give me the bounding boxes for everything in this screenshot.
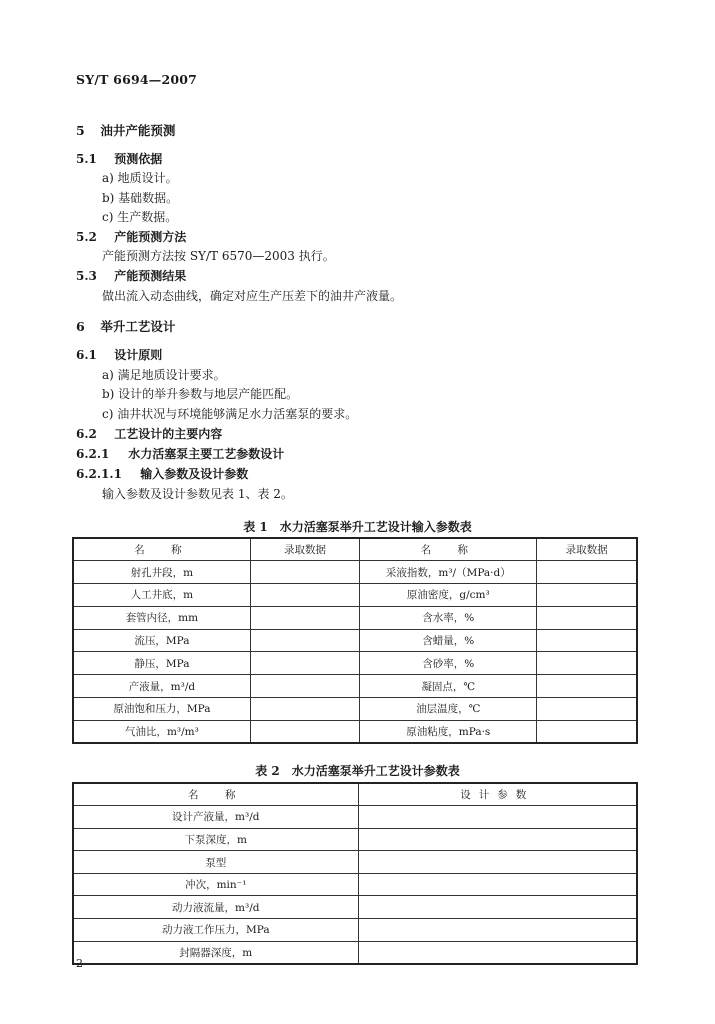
table-2 (72, 782, 638, 965)
section-title: 产能预测结果 (114, 269, 187, 283)
page-number: 2 (76, 957, 83, 970)
table-row (73, 606, 637, 629)
table-row (73, 828, 637, 851)
table-cell (358, 896, 637, 919)
table-row (73, 896, 637, 919)
table-cell (250, 652, 359, 675)
list-item: a) 地质设计。 (102, 171, 178, 185)
table-cell (537, 606, 637, 629)
table-cell (537, 720, 637, 743)
section-6-2-1-heading (76, 445, 284, 462)
section-title: 水力活塞泵主要工艺参数设计 (128, 447, 285, 461)
section-title: 产能预测方法 (114, 230, 187, 244)
table-cell: 射孔井段，m (73, 561, 250, 584)
table-1 (72, 537, 638, 744)
paragraph: 产能预测方法按 SY/T 6570—2003 执行。 (102, 249, 335, 263)
table-cell: 人工井底，m (73, 584, 250, 607)
table-cell: 原油密度，g/cm³ (360, 584, 537, 607)
section-6-2-heading (76, 425, 222, 442)
list-item: b) 基础数据。 (102, 191, 179, 205)
table-cell (537, 652, 637, 675)
table-cell: 含水率，% (360, 606, 537, 629)
section-6-2-1-1-heading (76, 465, 248, 482)
table-cell (358, 941, 637, 964)
table-cell (250, 606, 359, 629)
table-cell: 流压，MPa (73, 629, 250, 652)
table-cell (250, 629, 359, 652)
table-cell (537, 561, 637, 584)
section-number: 5.3 (76, 269, 97, 283)
table-cell: 套管内径，mm (73, 606, 250, 629)
section-title: 举升工艺设计 (100, 319, 176, 334)
section-number: 6.2.1.1 (76, 467, 122, 481)
table-cell (250, 720, 359, 743)
section-number: 5.2 (76, 230, 97, 244)
table-row (73, 675, 637, 698)
section-title: 工艺设计的主要内容 (114, 427, 223, 441)
table-cell (358, 919, 637, 942)
table-cell: 凝固点，℃ (360, 675, 537, 698)
table-1-caption: 表 1 水力活塞泵举升工艺设计输入参数表 (243, 520, 472, 534)
column-header: 设计参数 (358, 783, 637, 806)
table-cell: 采液指数，m³/（MPa·d） (360, 561, 537, 584)
column-header: 名 称 (73, 783, 358, 806)
section-title: 油井产能预测 (100, 123, 176, 138)
table-cell: 含蜡量，% (360, 629, 537, 652)
section-5-heading (76, 121, 175, 139)
table-cell: 气油比，m³/m³ (73, 720, 250, 743)
table-cell: 原油粘度，mPa·s (360, 720, 537, 743)
column-header: 名 称 (73, 538, 250, 561)
table-cell: 产液量，m³/d (73, 675, 250, 698)
table-cell (358, 851, 637, 874)
section-number: 6.2.1 (76, 447, 110, 461)
table-cell (537, 675, 637, 698)
table-cell: 动力液工作压力，MPa (73, 919, 358, 942)
table-cell (537, 629, 637, 652)
list-item: c) 生产数据。 (102, 210, 178, 224)
table-header-row (73, 538, 637, 561)
table-2-caption: 表 2 水力活塞泵举升工艺设计参数表 (255, 764, 460, 778)
table-cell: 油层温度，℃ (360, 698, 537, 721)
section-number: 5.1 (76, 152, 97, 166)
section-5-2-heading (76, 228, 186, 245)
table-cell (358, 873, 637, 896)
table-cell: 下泵深度，m (73, 828, 358, 851)
table-cell (537, 698, 637, 721)
section-title: 输入参数及设计参数 (140, 467, 249, 481)
table-cell: 动力液流量，m³/d (73, 896, 358, 919)
table-cell: 泵型 (73, 851, 358, 874)
table-row (73, 941, 637, 964)
list-item: a) 满足地质设计要求。 (102, 368, 226, 382)
table-row (73, 584, 637, 607)
table-row (73, 806, 637, 829)
table-row (73, 629, 637, 652)
table-cell (250, 561, 359, 584)
table-cell: 静压，MPa (73, 652, 250, 675)
table-row (73, 919, 637, 942)
table-cell: 含砂率，% (360, 652, 537, 675)
standard-code-header: SY/T 6694—2007 (76, 72, 198, 87)
section-title: 设计原则 (114, 348, 163, 362)
paragraph: 输入参数及设计参数见表 1、表 2。 (102, 487, 293, 501)
table-row (73, 561, 637, 584)
table-row (73, 652, 637, 675)
column-header: 录取数据 (537, 538, 637, 561)
section-title: 预测依据 (114, 152, 163, 166)
section-number: 6 (76, 319, 85, 334)
table-row (73, 698, 637, 721)
section-5-3-heading (76, 267, 186, 284)
section-6-1-heading (76, 346, 162, 363)
table-cell: 原油饱和压力，MPa (73, 698, 250, 721)
list-item: c) 油井状况与环境能够满足水力活塞泵的要求。 (102, 407, 358, 421)
section-number: 6.1 (76, 348, 97, 362)
table-cell (358, 828, 637, 851)
table-cell (358, 806, 637, 829)
table-cell: 冲次，min⁻¹ (73, 873, 358, 896)
column-header: 录取数据 (250, 538, 359, 561)
section-number: 6.2 (76, 427, 97, 441)
table-cell: 设计产液量，m³/d (73, 806, 358, 829)
list-item: b) 设计的举升参数与地层产能匹配。 (102, 387, 299, 401)
section-5-1-heading (76, 150, 162, 167)
table-row (73, 720, 637, 743)
table-cell: 封隔器深度，m (73, 941, 358, 964)
column-header: 名 称 (360, 538, 537, 561)
paragraph: 做出流入动态曲线，确定对应生产压差下的油井产液量。 (102, 289, 403, 303)
table-row (73, 851, 637, 874)
table-cell (250, 584, 359, 607)
table-header-row (73, 783, 637, 806)
section-6-heading (76, 317, 175, 335)
section-number: 5 (76, 123, 85, 138)
table-row (73, 873, 637, 896)
table-cell (537, 584, 637, 607)
table-cell (250, 675, 359, 698)
table-cell (250, 698, 359, 721)
